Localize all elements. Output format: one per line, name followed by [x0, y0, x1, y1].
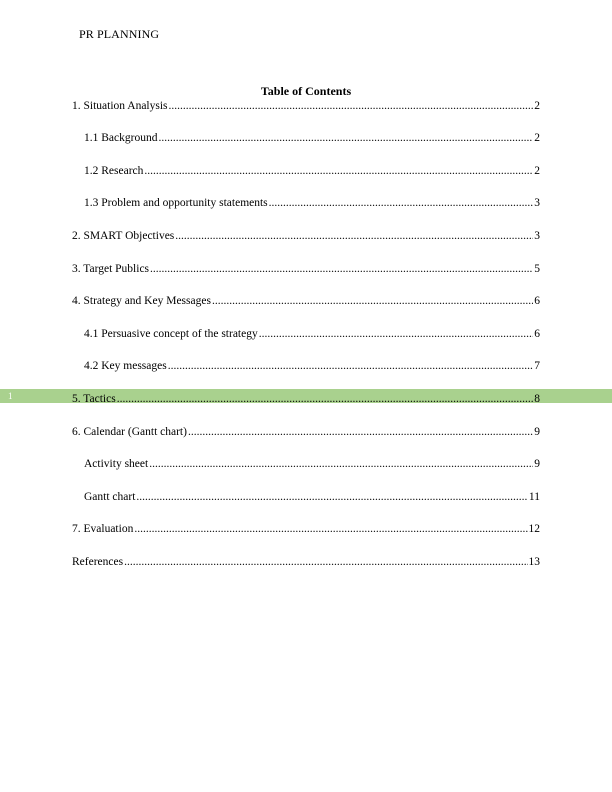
toc-entry-page: 2: [534, 100, 540, 112]
toc-title: Table of Contents: [260, 84, 352, 98]
toc-entry-label: 1.3 Problem and opportunity statements: [84, 197, 268, 209]
toc-entry-page: 3: [534, 197, 540, 209]
toc-leader-dots: [212, 293, 533, 309]
running-head: PR PLANNING: [79, 27, 160, 41]
toc-entry-background[interactable]: [84, 130, 540, 146]
toc-entry-label: 1.1 Background: [84, 132, 158, 144]
toc-leader-dots: [144, 163, 533, 179]
toc-entry-research[interactable]: [84, 163, 540, 179]
toc-entry-label: Gantt chart: [84, 491, 136, 503]
toc-entry-smart-objectives[interactable]: [72, 228, 540, 244]
toc-entry-label: 4.2 Key messages: [84, 360, 167, 372]
toc-entry-activity-sheet[interactable]: [84, 456, 540, 472]
toc-entry-page: 11: [528, 491, 540, 503]
toc-leader-dots: [134, 521, 527, 537]
toc-entry-page: 12: [528, 523, 540, 535]
toc-entry-references[interactable]: [72, 554, 540, 570]
toc-entry-label: 5. Tactics: [72, 393, 116, 405]
toc-entry-page: 7: [534, 360, 540, 372]
toc-entry-label: References: [72, 556, 124, 568]
toc-entry-page: 9: [534, 458, 540, 470]
toc-entry-page: 5: [534, 263, 540, 275]
toc-entry-strategy-key-messages[interactable]: [72, 293, 540, 309]
toc-entry-label: 1.2 Research: [84, 165, 144, 177]
toc-entry-page: 9: [534, 426, 540, 438]
toc-entry-label: 3. Target Publics: [72, 263, 150, 275]
toc-entry-label: Activity sheet: [84, 458, 149, 470]
toc-leader-dots: [259, 326, 534, 342]
toc-leader-dots: [269, 195, 534, 211]
toc-leader-dots: [124, 554, 527, 570]
toc-leader-dots: [169, 98, 534, 114]
toc-entry-page: 8: [534, 393, 540, 405]
toc-entry-label: 7. Evaluation: [72, 523, 134, 535]
toc-leader-dots: [168, 358, 534, 374]
toc-entry-label: 4. Strategy and Key Messages: [72, 295, 211, 307]
toc-leader-dots: [150, 261, 533, 277]
toc-leader-dots: [158, 130, 533, 146]
toc-entry-label: 2. SMART Objectives: [72, 230, 175, 242]
toc-entry-page: 6: [534, 328, 540, 340]
toc-entry-page: 3: [534, 230, 540, 242]
toc-entry-tactics[interactable]: [72, 391, 540, 407]
toc-leader-dots: [136, 489, 528, 505]
toc-leader-dots: [188, 424, 533, 440]
toc-entry-page: 2: [534, 165, 540, 177]
line-number: 1: [8, 391, 13, 401]
toc-entry-target-publics[interactable]: [72, 261, 540, 277]
toc-entry-situation-analysis[interactable]: [72, 98, 540, 114]
toc-entry-page: 2: [534, 132, 540, 144]
toc-entry-page: 13: [528, 556, 540, 568]
toc-entry-gantt-chart[interactable]: [84, 489, 540, 505]
toc-leader-dots: [117, 391, 534, 407]
toc-entry-label: 6. Calendar (Gantt chart): [72, 426, 187, 438]
toc-entry-page: 6: [534, 295, 540, 307]
toc-entry-problem-opportunity[interactable]: [84, 195, 540, 211]
toc-leader-dots: [149, 456, 533, 472]
toc-entry-key-messages[interactable]: [84, 358, 540, 374]
toc-entry-calendar[interactable]: [72, 424, 540, 440]
toc-entry-evaluation[interactable]: [72, 521, 540, 537]
toc-leader-dots: [175, 228, 533, 244]
toc-entry-persuasive-concept[interactable]: [84, 326, 540, 342]
toc-entry-label: 4.1 Persuasive concept of the strategy: [84, 328, 258, 340]
toc-entry-label: 1. Situation Analysis: [72, 100, 168, 112]
